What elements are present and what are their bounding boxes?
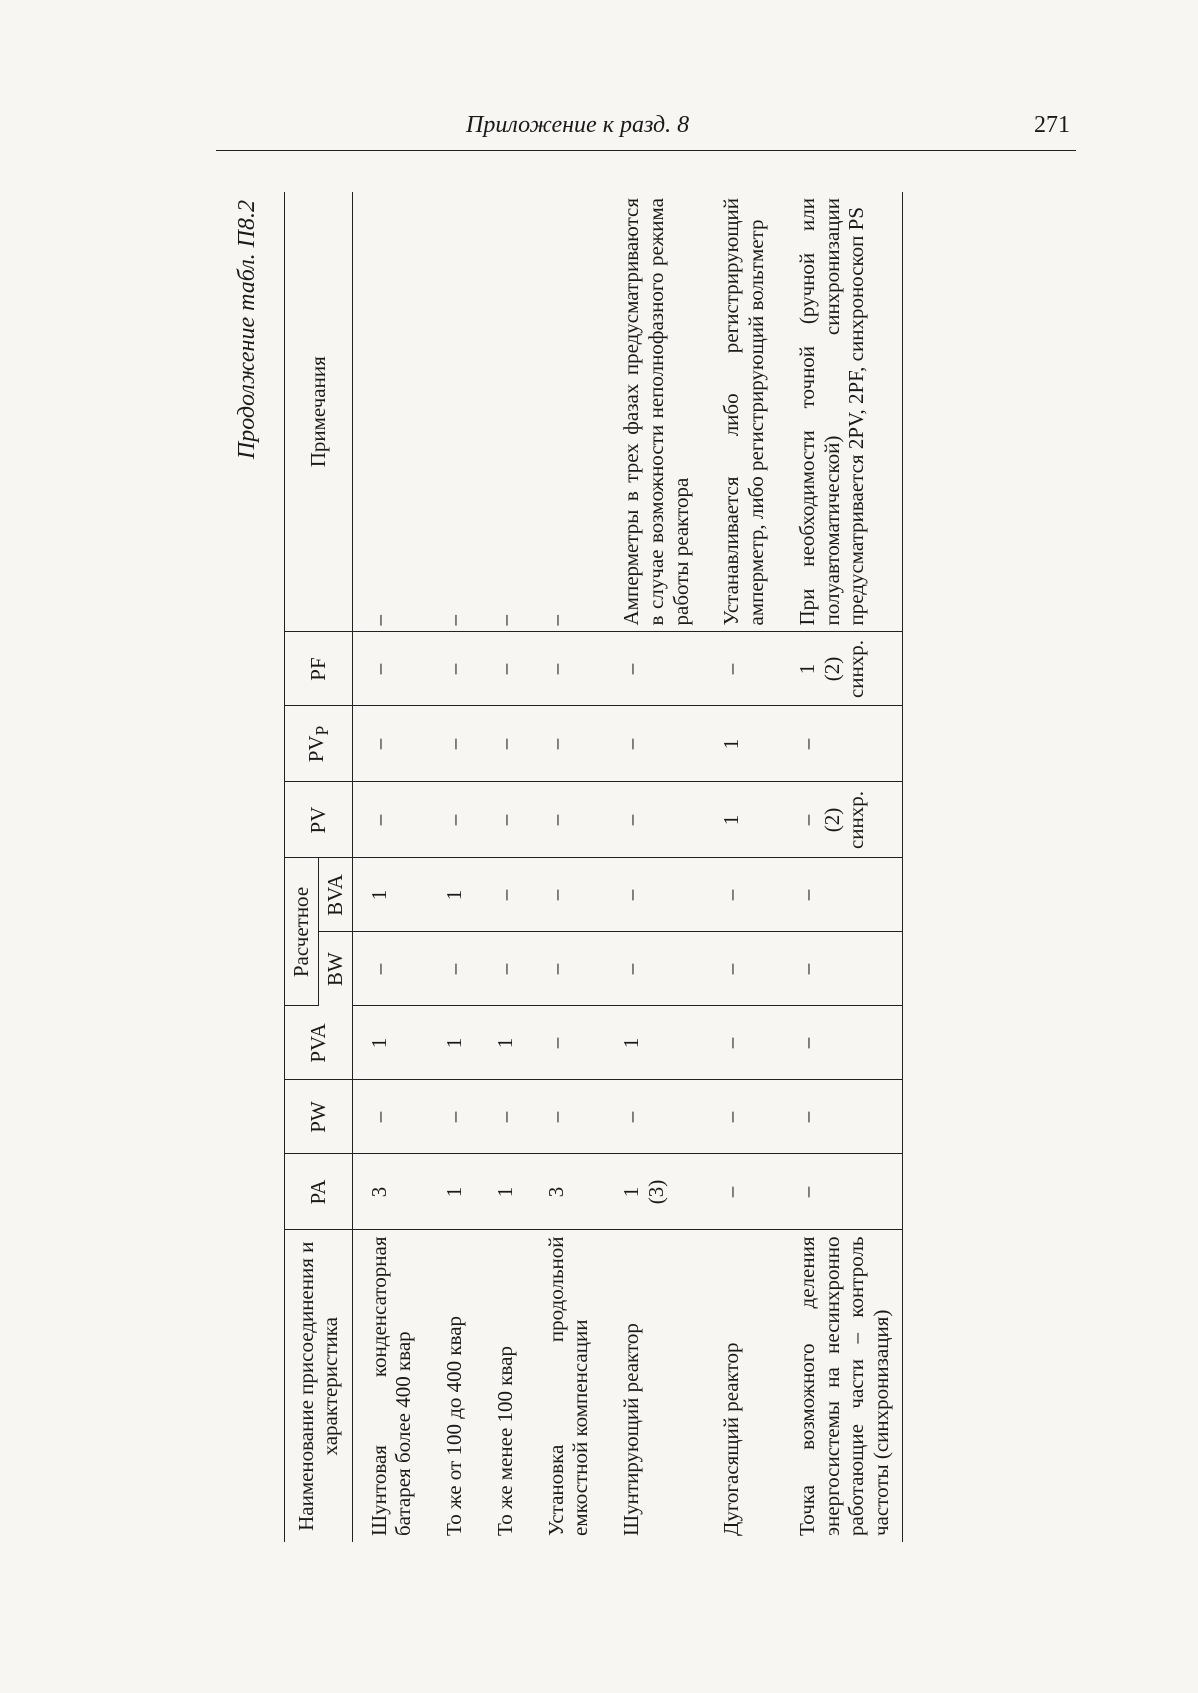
cell-bw: – — [709, 932, 785, 1006]
cell-note: Амперметры в трех фазах предусматриваются в случае возможности неполнофазного режима работы реактора — [609, 192, 709, 632]
cell-bw: – — [785, 932, 903, 1006]
table-row — [432, 192, 483, 1542]
cell-bw: – — [483, 932, 534, 1006]
cell-pva: 1 — [352, 1006, 432, 1080]
table-row — [352, 192, 432, 1542]
header-pv: PV — [285, 782, 353, 858]
cell-bva: 1 — [352, 858, 432, 932]
cell-pw: – — [709, 1080, 785, 1154]
cell-note: При необходимости точной (ручной или полуавтоматической) синхронизации предусматривается 2PV, 2PF, синхроноскоп PS — [785, 192, 903, 632]
rotated-table-area — [234, 192, 1034, 1542]
header-raschetnoe: Расчетное — [285, 858, 319, 1006]
cell-pva: 1 — [483, 1006, 534, 1080]
header-bva: BVA — [318, 858, 352, 932]
table-body — [352, 192, 902, 1542]
cell-note: – — [534, 192, 610, 632]
cell-pw: – — [785, 1080, 903, 1154]
cell-note: – — [352, 192, 432, 632]
cell-bw: – — [432, 932, 483, 1006]
cell-bva: – — [785, 858, 903, 932]
table-row — [785, 192, 903, 1542]
cell-pvr: – — [432, 706, 483, 782]
header-notes: Примечания — [285, 192, 353, 632]
header-pf: PF — [285, 632, 353, 706]
cell-bva: 1 — [432, 858, 483, 932]
cell-pva: – — [709, 1006, 785, 1080]
page-number: 271 — [1034, 112, 1070, 138]
row-name: То же менее 100 квар — [492, 1346, 517, 1536]
cell-bva: – — [483, 858, 534, 932]
header-name: Наименование присоединения и характеристика — [285, 1230, 353, 1542]
cell-pvr: – — [483, 706, 534, 782]
table-row — [534, 192, 610, 1542]
header-pw: PW — [285, 1080, 353, 1154]
cell-pf: – — [709, 632, 785, 706]
cell-pv: – — [432, 782, 483, 858]
cell-pv: – — [483, 782, 534, 858]
row-name: Шунтовая конденсаторная батарея более 400 квар — [366, 1236, 416, 1536]
running-title: Приложение к разд. 8 — [466, 112, 690, 138]
page-header — [216, 112, 1076, 151]
cell-pa: – — [785, 1154, 903, 1230]
table-row — [483, 192, 534, 1542]
cell-pw: – — [534, 1080, 610, 1154]
header-pva: PVA — [285, 1006, 353, 1080]
cell-pv: 1 — [709, 782, 785, 858]
row-name: То же от 100 до 400 квар — [442, 1315, 467, 1536]
cell-note: Устанавливается либо регистрирующий амперметр, либо регистрирующий вольтметр — [709, 192, 785, 632]
cell-pva: – — [785, 1006, 903, 1080]
cell-pv: – — [609, 782, 709, 858]
cell-bva: – — [534, 858, 610, 932]
cell-pw: – — [609, 1080, 709, 1154]
table-caption: Продолжение табл. П8.2 — [234, 200, 260, 460]
cell-pf: – — [609, 632, 709, 706]
cell-pa: 1 (3) — [609, 1154, 709, 1230]
cell-pva: 1 — [609, 1006, 709, 1080]
cell-pvr: – — [785, 706, 903, 782]
header-pvr-subscript: Р — [312, 725, 333, 736]
cell-note: – — [432, 192, 483, 632]
row-name: Шунтирующий реактор — [619, 1323, 644, 1536]
cell-bva: – — [609, 858, 709, 932]
cell-pa: 3 — [534, 1154, 610, 1230]
header-pa: PA — [285, 1154, 353, 1230]
table-row — [709, 192, 785, 1542]
cell-pv: – — [534, 782, 610, 858]
header-bw: BW — [318, 932, 352, 1006]
header-pvr: $PV_Р$ — [285, 706, 353, 782]
cell-bw: – — [352, 932, 432, 1006]
cell-pw: – — [352, 1080, 432, 1154]
cell-pvr: – — [609, 706, 709, 782]
row-name: Установка продольной емкостной компенсации — [543, 1236, 593, 1536]
cell-pvr: 1 — [709, 706, 785, 782]
cell-pw: – — [432, 1080, 483, 1154]
cell-bw: – — [534, 932, 610, 1006]
cell-pf: – — [432, 632, 483, 706]
cell-note: – — [483, 192, 534, 632]
cell-pf: 1 (2) синхр. — [785, 632, 903, 706]
cell-bva: – — [709, 858, 785, 932]
cell-pva: – — [534, 1006, 610, 1080]
cell-pf: – — [483, 632, 534, 706]
cell-pv: – — [352, 782, 432, 858]
table-row — [609, 192, 709, 1542]
cell-pa: 3 — [352, 1154, 432, 1230]
instruments-table — [284, 192, 903, 1542]
row-name: Точка возможного деления энергосистемы на несинхронно работающие части – контроль частоты (синхронизация) — [785, 1230, 903, 1542]
cell-pw: – — [483, 1080, 534, 1154]
cell-pvr: – — [534, 706, 610, 782]
cell-pf: – — [352, 632, 432, 706]
cell-pa: 1 — [483, 1154, 534, 1230]
cell-pf: – — [534, 632, 610, 706]
cell-pv: – (2) синхр. — [785, 782, 903, 858]
cell-pa: – — [709, 1154, 785, 1230]
cell-pva: 1 — [432, 1006, 483, 1080]
cell-pvr: – — [352, 706, 432, 782]
cell-pa: 1 — [432, 1154, 483, 1230]
row-name: Дугогасящий реактор — [719, 1342, 744, 1536]
cell-bw: – — [609, 932, 709, 1006]
